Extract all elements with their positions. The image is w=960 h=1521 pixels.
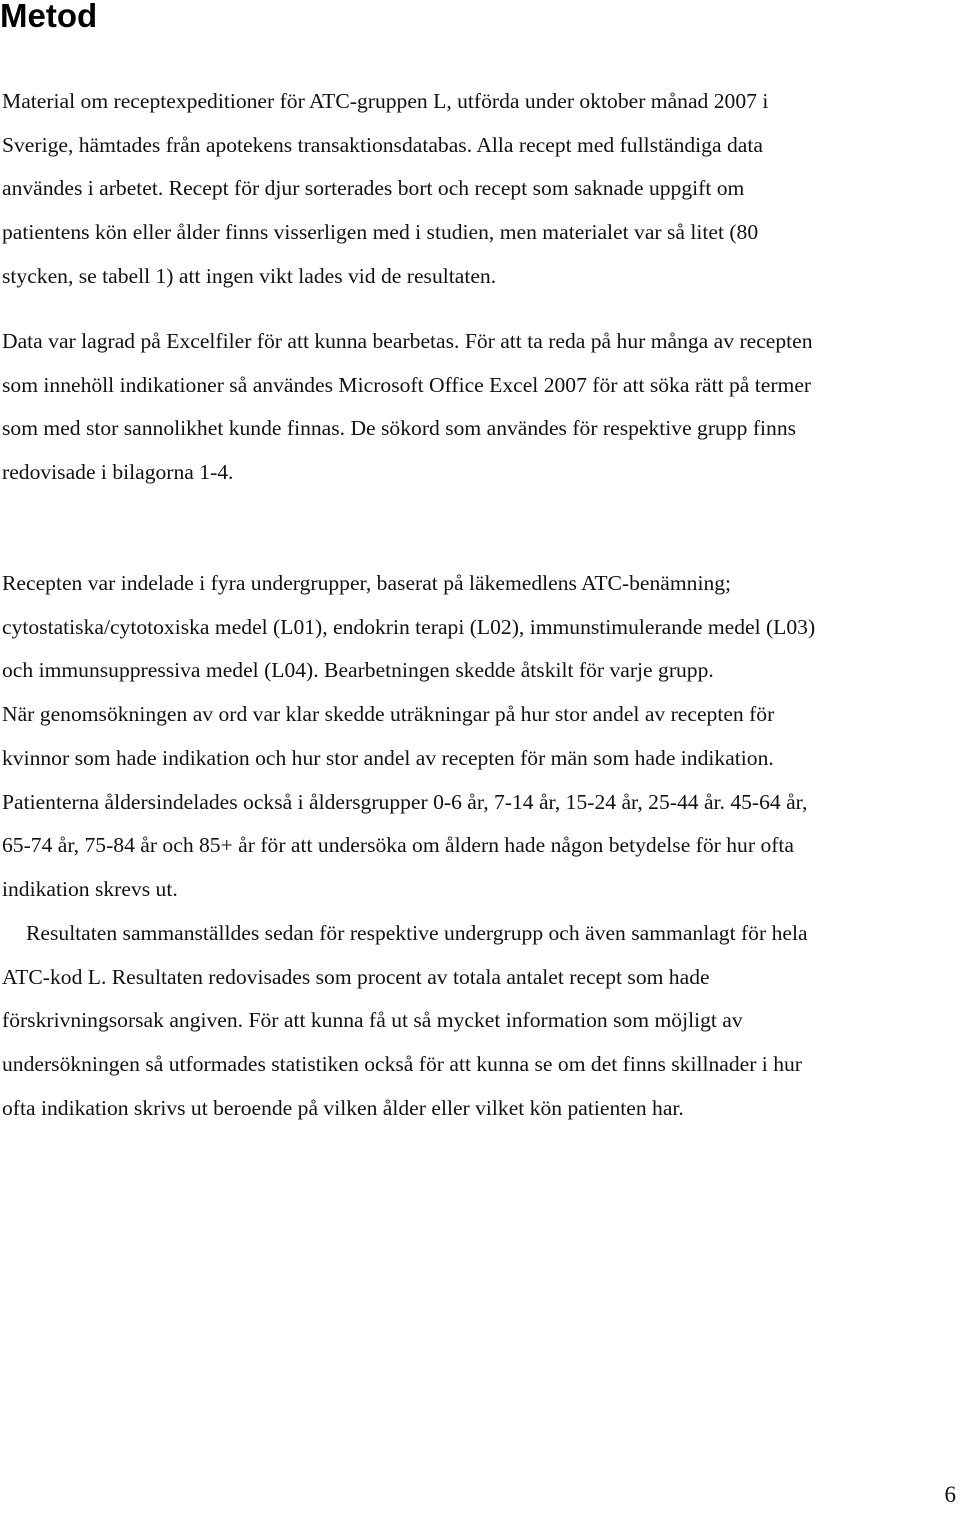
text-line: indikation skrevs ut. — [2, 876, 178, 901]
paragraph-results — [2, 912, 958, 1131]
text-line: kvinnor som hade indikation och hur stor andel av recepten för män som hade indikation. — [2, 745, 774, 770]
text-line: Patienterna åldersindelades också i åldersgrupper 0-6 år, 7-14 år, 15-24 år, 25-44 år. 45-64 år, — [2, 789, 808, 814]
paragraph-material — [2, 80, 958, 299]
section-heading: Metod — [0, 0, 98, 34]
text-line: redovisade i bilagorna 1-4. — [2, 460, 234, 485]
text-line: och immunsuppressiva medel (L04). Bearbetningen skedde åtskilt för varje grupp. — [2, 658, 714, 683]
page-number: 6 — [944, 1482, 956, 1507]
text-line: användes i arbetet. Recept för djur sorterades bort och recept som saknade uppgift om — [2, 176, 745, 201]
paragraph-data-processing — [2, 320, 958, 495]
text-line: Data var lagrad på Excelfiler för att kunna bearbetas. För att ta reda på hur många av recepten — [2, 329, 813, 353]
text-line: undersökningen så utformades statistiken också för att kunna se om det finns skillnader i hur — [2, 1052, 802, 1077]
text-line: som innehöll indikationer så användes Microsoft Office Excel 2007 för att söka rätt på termer — [2, 372, 812, 397]
text-line: Material om receptexpeditioner för ATC-gruppen L, utförda under oktober månad 2007 i — [2, 89, 769, 113]
text-line: patientens kön eller ålder finns visserligen med i studien, men materialet var så litet (80 — [2, 220, 759, 245]
text-line: Sverige, hämtades från apotekens transaktionsdatabas. Alla recept med fullständiga data — [2, 132, 763, 157]
text-line: som med stor sannolikhet kunde finnas. De sökord som användes för respektive grupp finns — [2, 416, 797, 441]
text-line: ofta indikation skrivs ut beroende på vilken ålder eller vilket kön patienten har. — [2, 1095, 684, 1120]
paragraph-subgroups — [2, 562, 958, 912]
text-line: Resultaten sammanställdes sedan för respektive undergrupp och även sammanlagt för hela — [26, 921, 808, 945]
text-line: förskrivningsorsak angiven. För att kunna få ut så mycket information som möjligt av — [2, 1008, 743, 1033]
text-line: cytostatiska/cytotoxiska medel (L01), endokrin terapi (L02), immunstimulerande medel (L03) — [2, 614, 816, 639]
text-line: Recepten var indelade i fyra undergrupper, baserat på läkemedlens ATC-benämning; — [2, 571, 732, 595]
text-line: 65-74 år, 75-84 år och 85+ år för att undersöka om åldern hade någon betydelse för hur ofta — [2, 833, 795, 858]
text-line: ATC-kod L. Resultaten redovisades som procent av totala antalet recept som hade — [2, 964, 710, 989]
text-line: stycken, se tabell 1) att ingen vikt lades vid de resultaten. — [2, 263, 497, 288]
text-line: När genomsökningen av ord var klar skedde uträkningar på hur stor andel av recepten för — [2, 702, 775, 727]
